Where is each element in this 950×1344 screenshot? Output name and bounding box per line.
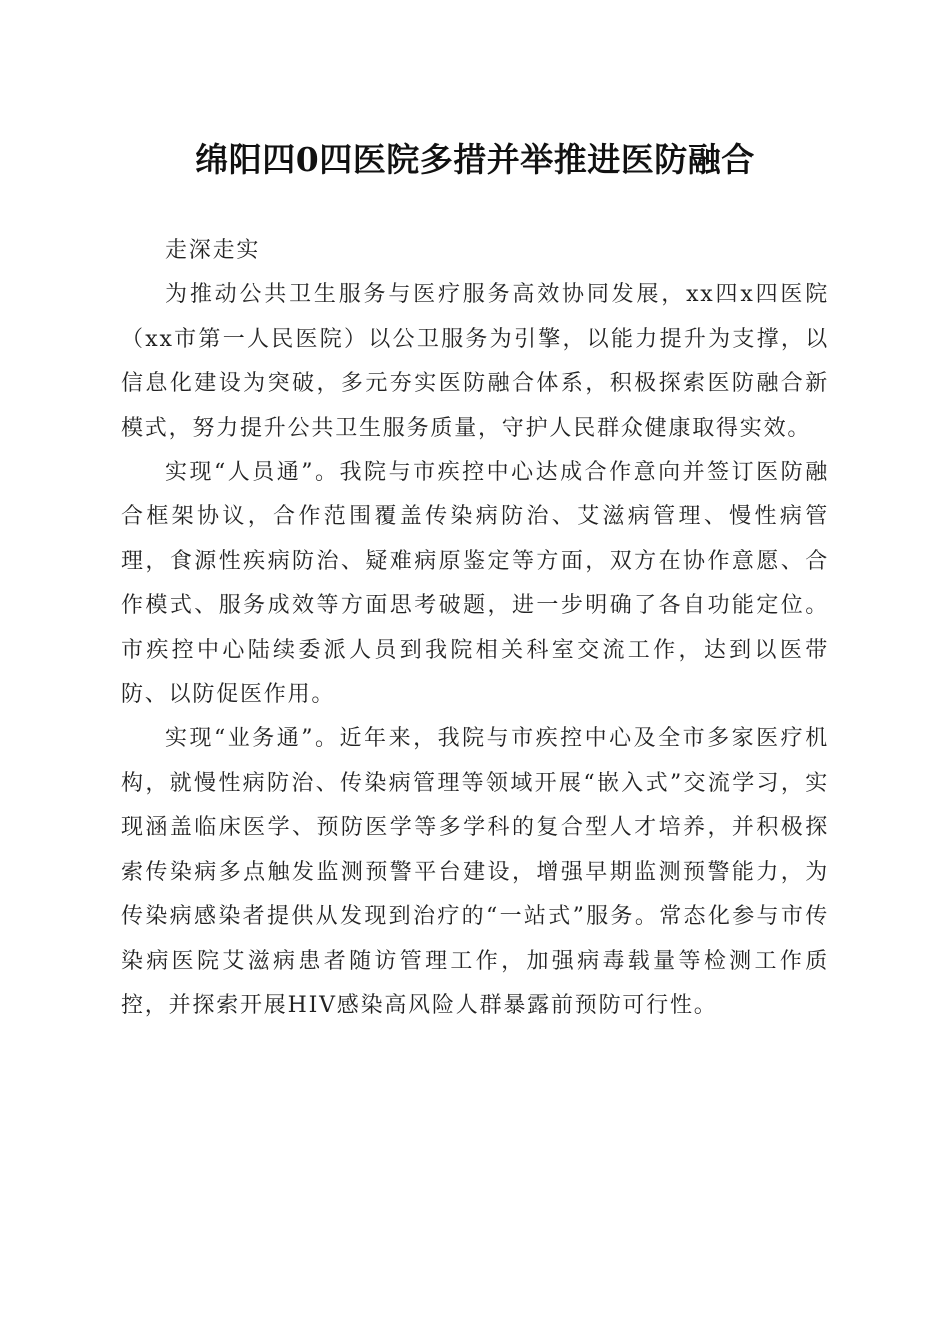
document-body [121, 229, 829, 1028]
paragraph-subtitle: 走深走实 [165, 238, 261, 263]
paragraph-personnel: 实现“人员通”。我院与市疾控中心达成合作意向并签订医防融合框架协议，合作范围覆盖传染病防治、艾滋病管理、慢性病管理，食源性疾病防治、疑难病原鉴定等方面，双方在协作意愿、合作模式、服务成效等方面思考破题，进一步明确了各自功能定位。市疾控中心陆续委派人员到我院相关科室交流工作，达到以医带防、以防促医作用。 [121, 460, 829, 708]
document-title: 绵阳四0四医院多措并举推进医防融合 [195, 140, 755, 179]
paragraph-intro: 为推动公共卫生服务与医疗服务高效协同发展，xx四x四医院（xx市第一人民医院）以公卫服务为引擎，以能力提升为支撑，以信息化建设为突破，多元夯实医防融合体系，积极探索医防融合新模式，努力提升公共卫生服务质量，守护人民群众健康取得实效。 [121, 282, 829, 441]
paragraph-business: 实现“业务通”。近年来，我院与市疾控中心及全市多家医疗机构，就慢性病防治、传染病管理等领域开展“嵌入式”交流学习，实现涵盖临床医学、预防医学等多学科的复合型人才培养，并积极探索传染病多点触发监测预警平台建设，增强早期监测预警能力，为传染病感染者提供从发现到治疗的“一站式”服务。常态化参与市传染病医院艾滋病患者随访管理工作，加强病毒载量等检测工作质控，并探索开展HIV感染高风险人群暴露前预防可行性。 [121, 726, 829, 1018]
